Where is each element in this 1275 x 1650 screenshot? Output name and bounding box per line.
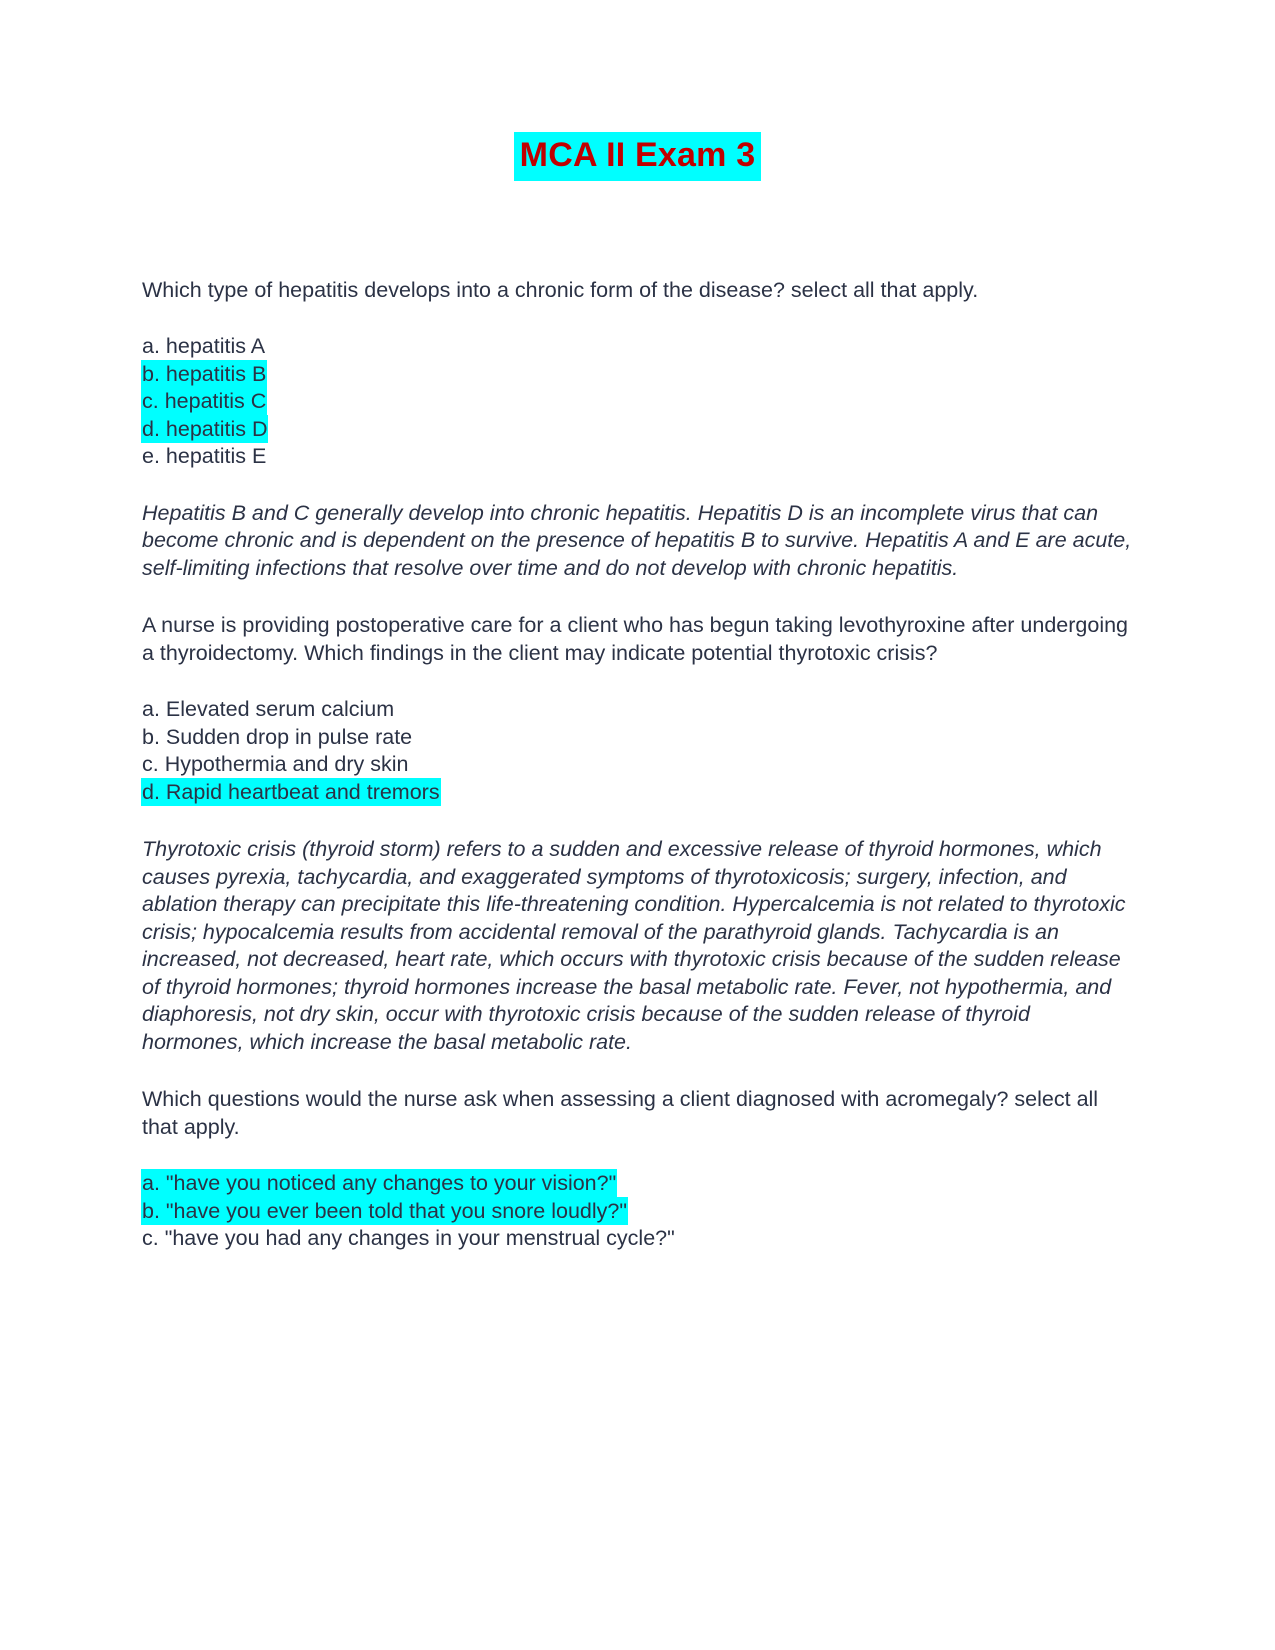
spacer xyxy=(142,471,1133,500)
option-item[interactable] xyxy=(142,779,1133,807)
question-1-options xyxy=(142,333,1133,471)
option-label: a. hepatitis A xyxy=(142,334,266,358)
spacer xyxy=(142,304,1133,333)
question-1-prompt: Which type of hepatitis develops into a chronic form of the disease? select all that apply. xyxy=(142,277,979,302)
question-2-options xyxy=(142,696,1133,806)
question-1-rationale: Hepatitis B and C generally develop into chronic hepatitis. Hepatitis D is an incomplete virus that can become chronic and is dependent on the presence of hepatitis B to survive. Hepatitis A and E are acute, self-limiting infections that resolve over time and do not develop with chronic hepatitis. xyxy=(142,500,1132,580)
document-body xyxy=(0,181,1275,1253)
option-label: b. "have you ever been told that you snore loudly?" xyxy=(142,1198,627,1223)
question-3-options xyxy=(142,1170,1133,1253)
spacer xyxy=(142,667,1133,696)
option-item[interactable] xyxy=(142,416,1133,444)
option-label: a. "have you noticed any changes to your vision?" xyxy=(142,1171,617,1195)
spacer xyxy=(142,1141,1133,1170)
spacer xyxy=(142,582,1133,612)
option-item[interactable] xyxy=(142,388,1133,416)
option-label: d. Rapid heartbeat and tremors xyxy=(142,779,440,804)
option-item[interactable] xyxy=(142,724,1133,752)
option-item[interactable] xyxy=(142,751,1133,779)
title-container xyxy=(0,0,1275,181)
question-2-prompt: A nurse is providing postoperative care for a client who has begun taking levothyroxine after undergoing a thyroidectomy. Which findings in the client may indicate potential thyrotoxic crisis? xyxy=(142,613,1129,665)
option-label: b. Sudden drop in pulse rate xyxy=(142,724,413,749)
option-label: c. "have you had any changes in your menstrual cycle?" xyxy=(142,1226,675,1250)
option-label: c. Hypothermia and dry skin xyxy=(142,752,409,776)
option-item[interactable] xyxy=(142,1198,1133,1226)
page-title: MCA II Exam 3 xyxy=(514,132,762,181)
spacer xyxy=(142,806,1133,836)
option-label: a. Elevated serum calcium xyxy=(142,697,395,721)
question-2-rationale: Thyrotoxic crisis (thyroid storm) refers to a sudden and excessive release of thyroid hormones, which causes pyrexia, tachycardia, and exaggerated symptoms of thyrotoxicosis; surgery, infection, and ablation therapy can precipitate this life-threatening condition. Hypercalcemia is not related to thyrotoxic crisis; hypocalcemia results from accidental removal of the parathyroid glands. Tachycardia is an increased, not decreased, heart rate, which occurs with thyrotoxic crisis because of the sudden release of thyroid hormones; thyroid hormones increase the basal metabolic rate. Fever, not hypothermia, and diaphoresis, not dry skin, occur with thyrotoxic crisis because of the sudden release of thyroid hormones, which increase the basal metabolic rate. xyxy=(142,837,1126,1054)
option-label: c. hepatitis C xyxy=(142,389,267,413)
option-item[interactable] xyxy=(142,696,1133,724)
option-item[interactable] xyxy=(142,361,1133,389)
option-label: e. hepatitis E xyxy=(142,444,267,468)
option-label: d. hepatitis D xyxy=(142,416,268,441)
option-item[interactable] xyxy=(142,333,1133,361)
option-item[interactable] xyxy=(142,1225,1133,1253)
option-item[interactable] xyxy=(142,443,1133,471)
question-3-prompt: Which questions would the nurse ask when assessing a client diagnosed with acromegaly? select all that apply. xyxy=(142,1087,1099,1139)
spacer xyxy=(142,1056,1133,1086)
option-label: b. hepatitis B xyxy=(142,361,267,386)
option-item[interactable] xyxy=(142,1170,1133,1198)
